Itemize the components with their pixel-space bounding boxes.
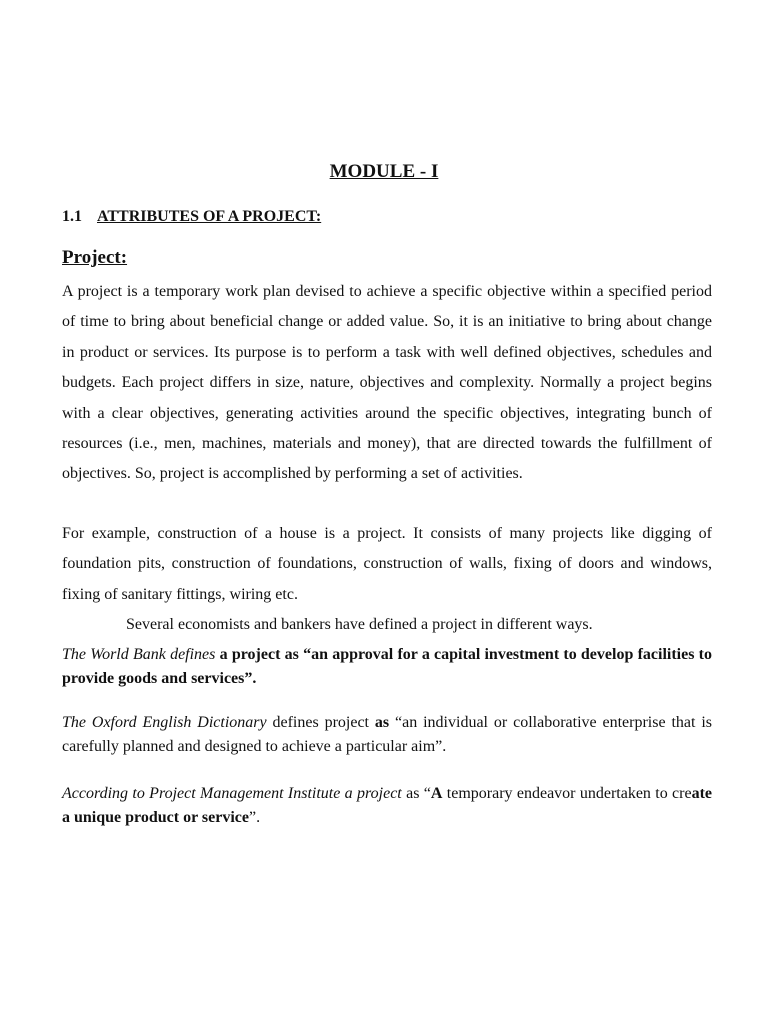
definition-bold-pmi: ate a unique product or service [62,785,713,826]
definition-source-world-bank: The World Bank defines [62,646,216,663]
paragraph-example: For example, construction of a house is a project. It consists of many projects like digging of foundation pits, construction of foundations, construction of walls, fixing of doors and windows, fixing of sanitary fittings, wiring etc. [62,525,712,603]
section-number: 1.1 [62,208,82,225]
definition-as-oxford: as [374,714,390,731]
definition-text-pmi: temporary endeavor undertaken to cre [442,785,692,802]
module-title: MODULE - I [329,161,439,182]
definition-bold-a-pmi: A [430,785,443,802]
definition-text-world-bank: a project as “an approval for a capital investment to develop facilities to provide goods and services”. [62,646,712,687]
definition-oxford [62,711,712,759]
definition-text-oxford: “an individual or collaborative enterprise that is carefully planned and designed to achieve a particular aim”. [62,714,713,755]
paragraph-economists: Several economists and bankers have defined a project in different ways. [126,616,593,633]
section-heading [62,206,321,228]
definition-source-oxford: The Oxford English Dictionary [62,714,267,731]
definition-source-pmi: According to Project Management Institute a project [62,785,402,802]
project-subheading: Project: [62,247,128,268]
paragraph-main: A project is a temporary work plan devised to achieve a specific objective within a specified period of time to bring about beneficial change or added value. So, it is an initiative to bring about change in product or services. Its purpose is to perform a task with well defined objectives, schedules and budgets. Each project differs in size, nature, objectives and complexity. Normally a project begins with a clear objectives, generating activities around the specific objectives, integrating bunch of resources (i.e., men, machines, materials and money), that are directed towards the fulfillment of objectives. So, project is accomplished by performing a set of activities. [62,283,712,483]
definition-connector-pmi: as “ [401,785,431,802]
section-title: ATTRIBUTES OF A PROJECT: [97,208,322,225]
definition-world-bank [62,643,712,691]
definition-end-pmi: ”. [248,809,261,826]
definition-connector-oxford: defines project [266,714,375,731]
definition-pmi [62,782,712,830]
